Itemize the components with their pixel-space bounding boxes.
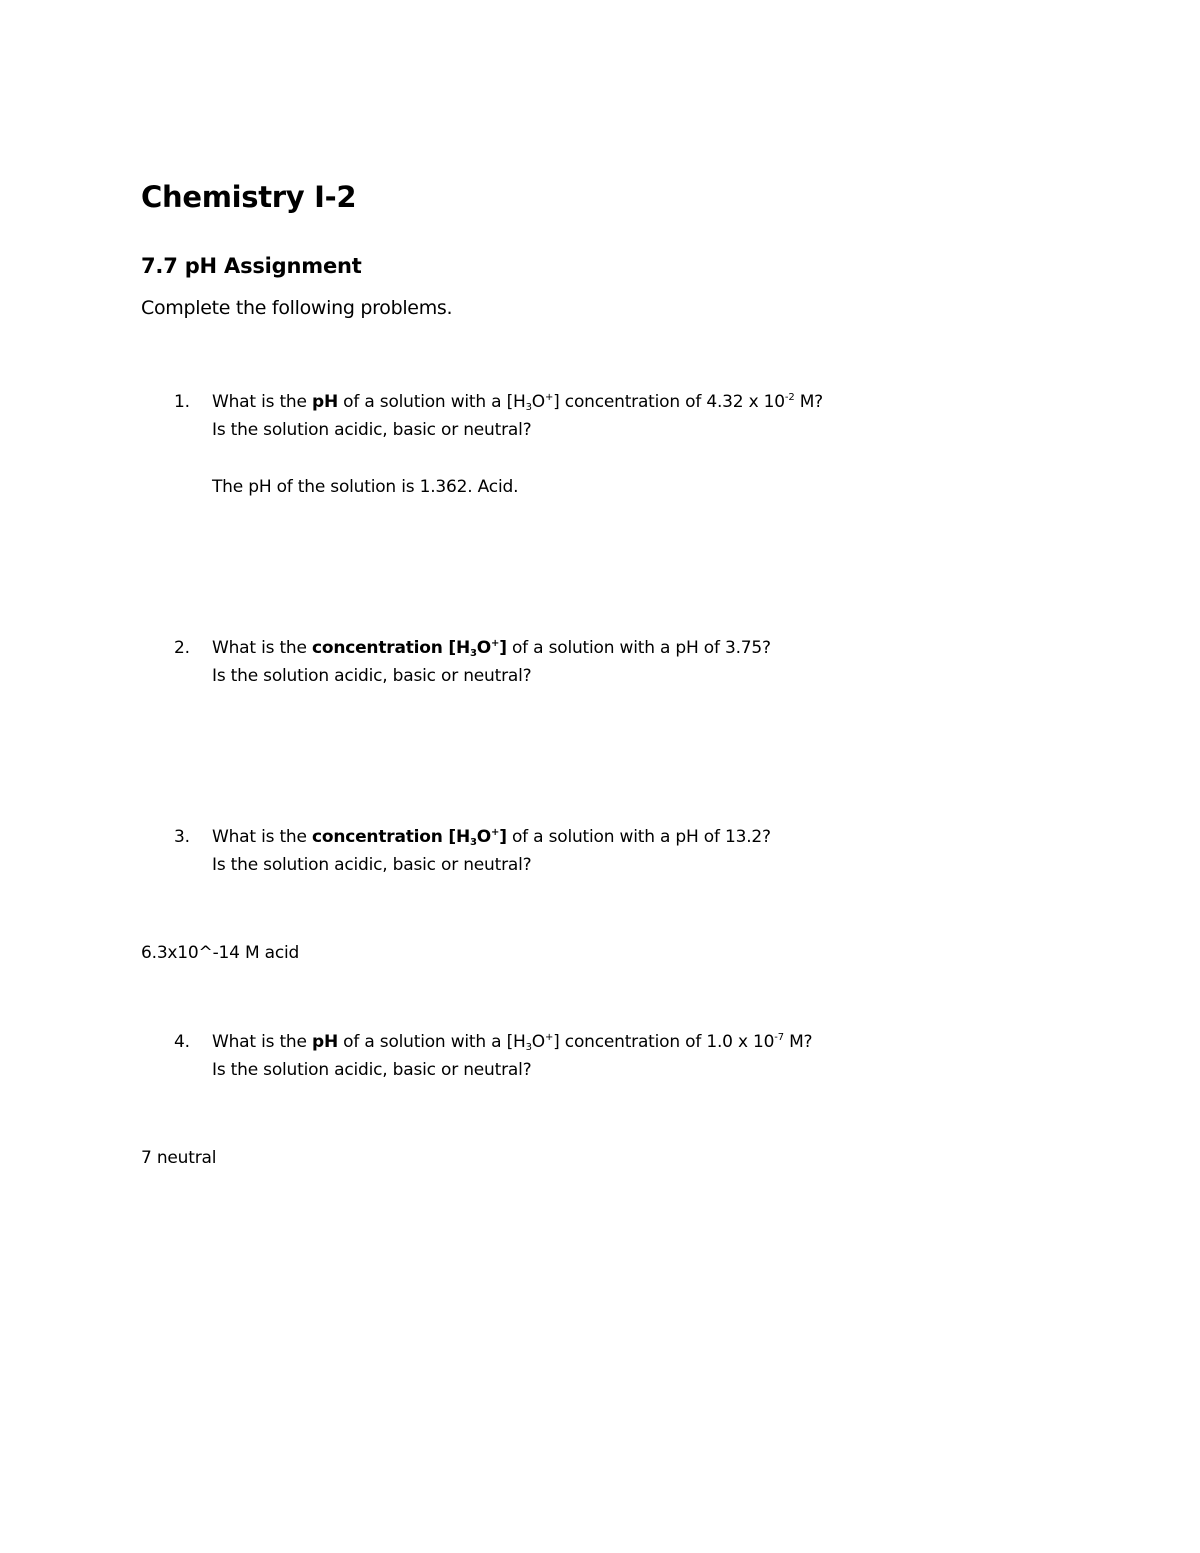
question-2-subtext: Is the solution acidic, basic or neutral?: [212, 666, 532, 686]
question-text: What is the concentration $[H_3O^+]$ of a solution with a pH of 3.75?: [212, 638, 771, 659]
assignment-title: 7.7 pH Assignment: [141, 254, 362, 278]
question-text: What is the pH of a solution with a $[H_3O^+]$ concentration of 1.0 x $10^{-7}$ M?: [212, 1032, 813, 1053]
page-title: Chemistry I-2: [141, 180, 357, 214]
question-3-answer: 6.3x10^-14 M acid: [141, 943, 300, 963]
question-text: What is the concentration $[H_3O^+]$ of a solution with a pH of 13.2?: [212, 827, 771, 848]
question-text: What is the pH of a solution with a $[H_3O^+]$ concentration of 4.32 x $10^{-2}$ M?: [212, 392, 823, 413]
instructions: Complete the following problems.: [141, 297, 453, 319]
question-number: 1.: [174, 392, 190, 412]
question-number: 3.: [174, 827, 190, 847]
question-number: 2.: [174, 638, 190, 658]
question-number: 4.: [174, 1032, 190, 1052]
question-1-answer: The pH of the solution is 1.362. Acid.: [212, 477, 519, 497]
question-4-subtext: Is the solution acidic, basic or neutral?: [212, 1060, 532, 1080]
question-3-subtext: Is the solution acidic, basic or neutral?: [212, 855, 532, 875]
question-1-subtext: Is the solution acidic, basic or neutral?: [212, 420, 532, 440]
question-4-answer: 7 neutral: [141, 1148, 217, 1168]
